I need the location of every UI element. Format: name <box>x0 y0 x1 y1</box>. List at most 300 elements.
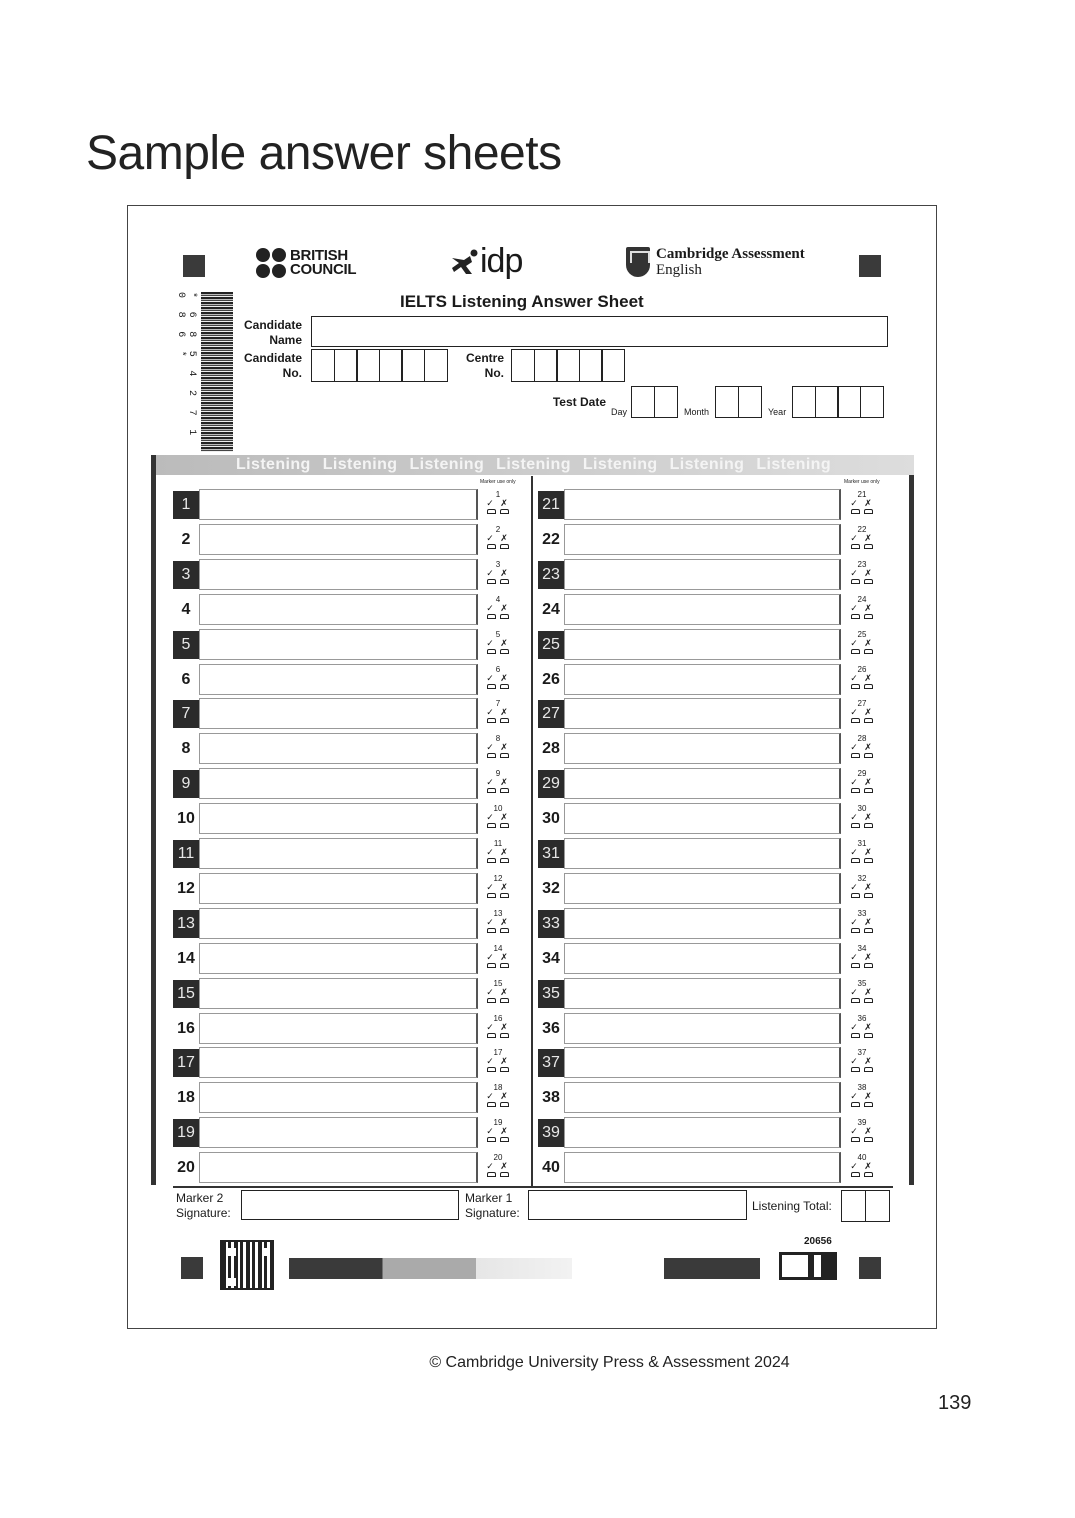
tick-cross-icon: ✓ ✗ <box>850 1161 874 1172</box>
marker-question-number: 38 <box>857 1083 867 1093</box>
candidate-name-label-line-2: Name <box>269 333 302 347</box>
marker-tick-cross[interactable] <box>483 630 513 660</box>
form-code: 20656 <box>804 1236 832 1247</box>
tick-cross-icon: ✓ ✗ <box>850 1091 874 1102</box>
banner-word: Listening <box>669 456 745 473</box>
answer-field[interactable] <box>564 1152 841 1183</box>
answer-field[interactable] <box>564 908 841 939</box>
question-number: 16 <box>177 1019 195 1037</box>
marker-tick-cross[interactable] <box>483 944 513 974</box>
marker-question-number: 32 <box>857 873 867 883</box>
marker-question-number: 26 <box>857 664 867 674</box>
question-number: 1 <box>173 491 199 519</box>
banner-word: Listening <box>322 456 398 473</box>
marker-tick-cross[interactable] <box>847 769 877 799</box>
question-number: 14 <box>177 949 195 967</box>
answer-field[interactable] <box>199 524 478 555</box>
question-number: 17 <box>173 1049 199 1077</box>
marker-tick-cross[interactable] <box>483 839 513 869</box>
question-number: 21 <box>538 491 564 519</box>
marker-question-number: 33 <box>857 908 867 918</box>
tick-cross-boxes <box>847 963 877 968</box>
tick-cross-icon: ✓ ✗ <box>850 986 874 997</box>
marker-1-label-line-1: Marker 1 <box>465 1191 513 1205</box>
answer-field[interactable] <box>564 733 841 764</box>
marker-tick-cross[interactable] <box>847 909 877 939</box>
tick-cross-icon: ✓ ✗ <box>486 672 510 683</box>
tick-cross-icon: ✓ ✗ <box>486 637 510 648</box>
marker-tick-cross[interactable] <box>847 1118 877 1148</box>
tick-cross-boxes <box>847 893 877 898</box>
tick-cross-icon: ✓ ✗ <box>486 986 510 997</box>
question-number: 5 <box>173 631 199 659</box>
banner-word: Listening <box>496 456 571 473</box>
marker-question-number: 34 <box>857 943 867 953</box>
tick-cross-boxes <box>847 1172 877 1177</box>
tick-cross-boxes <box>483 1033 513 1038</box>
registration-mark-top-left <box>183 255 205 277</box>
question-number: 11 <box>173 840 199 868</box>
tick-cross-boxes <box>847 684 877 689</box>
tick-cross-boxes <box>483 579 513 584</box>
answer-field[interactable] <box>199 489 478 520</box>
tick-cross-icon: ✓ ✗ <box>850 602 874 613</box>
british-council-logo <box>256 248 356 278</box>
marker-tick-cross[interactable] <box>483 525 513 555</box>
banner-word: Listening <box>756 456 832 473</box>
centre-no-label <box>458 351 504 381</box>
idp-wordmark: idp <box>480 242 523 280</box>
tick-cross-boxes <box>483 893 513 898</box>
marker-question-number: 10 <box>493 804 503 814</box>
marker-question-number: 18 <box>493 1083 503 1093</box>
question-number: 31 <box>538 840 564 868</box>
marker-tick-cross[interactable] <box>483 560 513 590</box>
marker-tick-cross[interactable] <box>847 734 877 764</box>
question-number: 38 <box>542 1089 560 1107</box>
listening-total-cells[interactable] <box>841 1190 888 1222</box>
marker-question-number: 27 <box>857 699 867 709</box>
answer-field[interactable] <box>199 873 478 904</box>
tick-cross-icon: ✓ ✗ <box>850 1056 874 1067</box>
tick-cross-icon: ✓ ✗ <box>850 498 874 508</box>
marker-tick-cross[interactable] <box>847 1014 877 1044</box>
answer-field[interactable] <box>564 1082 841 1113</box>
tick-cross-boxes <box>847 1033 877 1038</box>
year-label: Year <box>768 407 787 417</box>
marker-tick-cross[interactable] <box>847 525 877 555</box>
answer-field[interactable] <box>199 629 478 660</box>
marker-question-number: 3 <box>495 559 501 569</box>
tick-cross-boxes <box>847 1102 877 1107</box>
marker-tick-cross[interactable] <box>483 1118 513 1148</box>
question-number: 33 <box>538 910 564 938</box>
sheet-title: IELTS Listening Answer Sheet <box>400 292 644 311</box>
cambridge-line-1: Cambridge Assessment <box>656 246 805 262</box>
tick-cross-boxes <box>847 649 877 654</box>
tick-cross-boxes <box>483 509 513 514</box>
tick-cross-icon: ✓ ✗ <box>850 812 874 823</box>
marker-1-label-line-2: Signature: <box>465 1206 520 1220</box>
marker-tick-cross[interactable] <box>483 769 513 799</box>
candidate-no-label-line-1: Candidate <box>243 351 302 365</box>
question-number: 26 <box>542 670 560 688</box>
tick-cross-icon: ✓ ✗ <box>850 1021 874 1032</box>
tick-cross-icon: ✓ ✗ <box>486 1021 510 1032</box>
marker-tick-cross[interactable] <box>847 490 877 520</box>
banner-word: Listening <box>582 456 658 473</box>
question-number: 23 <box>538 561 564 589</box>
right-rail <box>909 475 914 1185</box>
marker-question-number: 36 <box>857 1013 867 1023</box>
candidate-barcode <box>175 292 233 452</box>
answer-field[interactable] <box>199 943 478 974</box>
tick-cross-boxes <box>483 858 513 863</box>
question-number: 24 <box>542 600 560 618</box>
candidate-no-label <box>236 351 302 381</box>
british-council-dots-icon <box>256 248 286 278</box>
tick-cross-icon: ✓ ✗ <box>850 916 874 927</box>
tick-cross-icon: ✓ ✗ <box>850 742 874 753</box>
tick-cross-boxes <box>483 544 513 549</box>
page-heading: Sample answer sheets <box>86 127 562 180</box>
answer-field[interactable] <box>199 1117 478 1148</box>
answer-field[interactable] <box>564 559 841 590</box>
question-number: 8 <box>181 740 191 758</box>
answer-field[interactable] <box>564 943 841 974</box>
tick-cross-boxes <box>483 753 513 758</box>
tick-cross-boxes <box>847 928 877 933</box>
tick-cross-icon: ✓ ✗ <box>486 742 510 753</box>
qr-code <box>220 1240 274 1290</box>
tick-cross-icon: ✓ ✗ <box>850 707 874 718</box>
grayscale-calibration-bar <box>289 1258 572 1279</box>
british-council-line-2: COUNCIL <box>290 261 357 278</box>
answer-field[interactable] <box>564 1013 841 1044</box>
marker-question-number: 22 <box>857 524 867 534</box>
marker-2-label-line-2: Signature: <box>176 1206 231 1220</box>
marker-question-number: 28 <box>857 734 867 744</box>
marker-question-number: 14 <box>493 943 503 953</box>
question-number: 36 <box>542 1019 560 1037</box>
marker-question-number: 11 <box>493 839 503 848</box>
question-number: 28 <box>542 740 560 758</box>
tick-cross-boxes <box>847 579 877 584</box>
marker-tick-cross[interactable] <box>847 560 877 590</box>
candidate-no-label-line-2: No. <box>282 366 302 380</box>
marker-tick-cross[interactable] <box>483 1083 513 1113</box>
question-number: 39 <box>538 1119 564 1147</box>
registration-mark-bottom-left <box>181 1257 203 1279</box>
marker-question-number: 16 <box>493 1013 503 1023</box>
marker-question-number: 6 <box>495 664 501 674</box>
marker-tick-cross[interactable] <box>847 839 877 869</box>
question-number: 2 <box>181 530 191 548</box>
marker-question-number: 20 <box>493 1153 503 1163</box>
candidate-number-cells[interactable] <box>311 349 446 382</box>
marker-question-number: 13 <box>493 908 503 918</box>
tick-cross-boxes <box>483 788 513 793</box>
answer-field[interactable] <box>199 559 478 590</box>
answer-field[interactable] <box>199 698 478 729</box>
tick-cross-icon: ✓ ✗ <box>850 881 874 892</box>
marker-tick-cross[interactable] <box>483 979 513 1009</box>
marker-question-number: 8 <box>495 734 501 744</box>
answer-field[interactable] <box>564 594 841 625</box>
copyright: © Cambridge University Press & Assessment 2024 <box>429 1354 790 1371</box>
marker-tick-cross[interactable] <box>847 630 877 660</box>
marker-tick-cross[interactable] <box>483 734 513 764</box>
marker-question-number: 39 <box>857 1118 867 1128</box>
marker-question-number: 9 <box>495 769 501 779</box>
tick-cross-boxes <box>847 753 877 758</box>
marker-tick-cross[interactable] <box>483 490 513 520</box>
marker-question-number: 40 <box>857 1153 867 1163</box>
question-number: 34 <box>542 949 560 967</box>
listening-banner <box>151 455 914 475</box>
tick-cross-boxes <box>483 614 513 619</box>
marker-tick-cross[interactable] <box>847 665 877 695</box>
question-number: 7 <box>173 700 199 728</box>
marker-question-number: 31 <box>857 839 867 848</box>
idp-logo <box>450 242 522 281</box>
tick-cross-icon: ✓ ✗ <box>850 951 874 962</box>
tick-cross-icon: ✓ ✗ <box>850 777 874 788</box>
answer-field[interactable] <box>199 978 478 1009</box>
marker-tick-cross[interactable] <box>483 1153 513 1183</box>
question-number: 12 <box>177 879 195 897</box>
tick-cross-icon: ✓ ✗ <box>486 532 510 543</box>
marker-question-number: 37 <box>857 1048 867 1058</box>
test-date-month-cells[interactable] <box>715 386 760 418</box>
marker-tick-cross[interactable] <box>483 665 513 695</box>
marker-tick-cross[interactable] <box>483 595 513 625</box>
registration-mark-top-right <box>859 255 881 277</box>
answer-field[interactable] <box>199 1013 478 1044</box>
marker-question-number: 29 <box>857 769 867 779</box>
test-date-label: Test Date <box>552 395 606 409</box>
marker-2-signature-field[interactable] <box>241 1190 459 1220</box>
british-council-line-1: BRITISH <box>290 247 348 264</box>
answer-field[interactable] <box>564 698 841 729</box>
question-number: 10 <box>177 810 195 828</box>
tick-cross-icon: ✓ ✗ <box>486 1161 510 1172</box>
form-code-mark <box>779 1252 837 1280</box>
answer-sheet <box>127 205 937 1329</box>
tick-cross-boxes <box>483 1067 513 1072</box>
answer-field[interactable] <box>199 908 478 939</box>
answer-field[interactable] <box>564 524 841 555</box>
marker-2-label-line-1: Marker 2 <box>176 1191 224 1205</box>
tick-cross-boxes <box>483 998 513 1003</box>
question-number: 9 <box>173 770 199 798</box>
centre-no-label-line-1: Centre <box>465 351 504 365</box>
footer-divider <box>173 1186 893 1188</box>
question-number: 22 <box>542 530 560 548</box>
tick-cross-boxes <box>847 858 877 863</box>
marker-2-signature-label <box>176 1191 231 1221</box>
marker-tick-cross[interactable] <box>847 1048 877 1078</box>
answer-field[interactable] <box>564 873 841 904</box>
tick-cross-icon: ✓ ✗ <box>850 847 874 857</box>
tick-cross-boxes <box>483 963 513 968</box>
marker-question-number: 19 <box>493 1118 503 1128</box>
answer-field[interactable] <box>199 1082 478 1113</box>
marker-question-number: 2 <box>495 524 501 534</box>
marker-tick-cross[interactable] <box>483 874 513 904</box>
question-number: 35 <box>538 980 564 1008</box>
marker-tick-cross[interactable] <box>483 1014 513 1044</box>
marker-1-signature-field[interactable] <box>528 1190 747 1220</box>
marker-tick-cross[interactable] <box>483 699 513 729</box>
answer-field[interactable] <box>199 1047 478 1078</box>
tick-cross-icon: ✓ ✗ <box>486 1056 510 1067</box>
marker-tick-cross[interactable] <box>847 699 877 729</box>
question-number: 40 <box>542 1159 560 1177</box>
idp-figure-icon <box>450 248 480 276</box>
question-number: 6 <box>181 670 191 688</box>
tick-cross-icon: ✓ ✗ <box>486 602 510 613</box>
question-number: 3 <box>173 561 199 589</box>
marker-tick-cross[interactable] <box>847 804 877 834</box>
centre-number-cells[interactable] <box>511 349 624 382</box>
tick-cross-icon: ✓ ✗ <box>850 1126 874 1137</box>
marker-tick-cross[interactable] <box>847 874 877 904</box>
tick-cross-boxes <box>847 544 877 549</box>
tick-cross-icon: ✓ ✗ <box>486 847 510 857</box>
tick-cross-boxes <box>483 718 513 723</box>
question-number: 19 <box>173 1119 199 1147</box>
test-date-day-cells[interactable] <box>631 386 676 418</box>
banner-word: Listening <box>409 456 485 473</box>
answer-field[interactable] <box>564 1117 841 1148</box>
tick-cross-icon: ✓ ✗ <box>486 812 510 823</box>
marker-question-number: 25 <box>857 629 867 639</box>
marker-question-number: 17 <box>493 1048 503 1058</box>
candidate-name-field[interactable] <box>311 316 888 347</box>
candidate-name-label-line-1: Candidate <box>243 318 302 332</box>
tick-cross-boxes <box>483 1102 513 1107</box>
tick-cross-icon: ✓ ✗ <box>486 707 510 718</box>
left-rail <box>151 475 156 1185</box>
answer-field[interactable] <box>199 803 478 834</box>
answer-field[interactable] <box>564 838 841 869</box>
barcode-digits: * 6 8 5 4 2 7 1 0 8 6 * <box>175 292 197 440</box>
answer-field[interactable] <box>564 1047 841 1078</box>
answer-field[interactable] <box>199 768 478 799</box>
question-number: 15 <box>173 980 199 1008</box>
marker-tick-cross[interactable] <box>483 1048 513 1078</box>
marker-question-number: 30 <box>857 804 867 814</box>
marker-1-signature-label <box>465 1191 520 1221</box>
tick-cross-boxes <box>483 649 513 654</box>
question-number: 29 <box>538 770 564 798</box>
tick-cross-boxes <box>847 509 877 514</box>
tick-cross-boxes <box>847 718 877 723</box>
answer-field[interactable] <box>199 733 478 764</box>
answer-field[interactable] <box>199 1152 478 1183</box>
tick-cross-icon: ✓ ✗ <box>486 881 510 892</box>
answer-field[interactable] <box>199 664 478 695</box>
question-number: 27 <box>538 700 564 728</box>
tick-cross-icon: ✓ ✗ <box>850 567 874 578</box>
tick-cross-icon: ✓ ✗ <box>486 498 510 508</box>
cambridge-logo <box>626 246 805 278</box>
cambridge-shield-icon <box>626 247 650 277</box>
answer-field[interactable] <box>199 594 478 625</box>
tick-cross-icon: ✓ ✗ <box>850 532 874 543</box>
tick-cross-icon: ✓ ✗ <box>486 1091 510 1102</box>
marker-tick-cross[interactable] <box>483 909 513 939</box>
marker-question-number: 12 <box>493 873 503 883</box>
answer-field[interactable] <box>564 489 841 520</box>
tick-cross-boxes <box>483 928 513 933</box>
month-label: Month <box>684 407 710 417</box>
tick-cross-icon: ✓ ✗ <box>486 951 510 962</box>
tick-cross-boxes <box>847 1137 877 1142</box>
tick-cross-boxes <box>847 788 877 793</box>
test-date-year-cells[interactable] <box>792 386 882 418</box>
marker-tick-cross[interactable] <box>847 979 877 1009</box>
question-number: 25 <box>538 631 564 659</box>
answer-field[interactable] <box>564 629 841 660</box>
tick-cross-boxes <box>847 823 877 828</box>
banner-word: Listening <box>236 456 311 473</box>
question-number: 20 <box>177 1159 195 1177</box>
marker-question-number: 1 <box>495 490 501 499</box>
tick-cross-boxes <box>483 684 513 689</box>
tick-cross-boxes <box>847 998 877 1003</box>
marker-question-number: 5 <box>495 629 501 639</box>
answer-field[interactable] <box>564 768 841 799</box>
question-number: 32 <box>542 879 560 897</box>
tick-cross-boxes <box>847 1067 877 1072</box>
tick-cross-icon: ✓ ✗ <box>850 672 874 683</box>
candidate-name-label <box>236 318 302 348</box>
marker-tick-cross[interactable] <box>847 1153 877 1183</box>
barcode-bars <box>201 292 233 452</box>
solid-calibration-bar <box>664 1258 760 1279</box>
marker-use-only-right: Marker use only <box>844 479 880 485</box>
question-number: 37 <box>538 1049 564 1077</box>
tick-cross-boxes <box>847 614 877 619</box>
marker-use-only-left: Marker use only <box>480 479 516 485</box>
cambridge-line-2: English <box>656 262 702 278</box>
marker-tick-cross[interactable] <box>483 804 513 834</box>
marker-question-number: 35 <box>857 978 867 988</box>
answer-field[interactable] <box>564 978 841 1009</box>
marker-question-number: 7 <box>495 699 501 709</box>
tick-cross-boxes <box>483 823 513 828</box>
registration-mark-bottom-right <box>859 1257 881 1279</box>
tick-cross-icon: ✓ ✗ <box>850 637 874 648</box>
marker-tick-cross[interactable] <box>847 944 877 974</box>
marker-tick-cross[interactable] <box>847 595 877 625</box>
day-label: Day <box>611 407 628 417</box>
answer-field[interactable] <box>564 803 841 834</box>
marker-tick-cross[interactable] <box>847 1083 877 1113</box>
centre-no-label-line-2: No. <box>484 366 504 380</box>
answer-field[interactable] <box>564 664 841 695</box>
question-number: 13 <box>173 910 199 938</box>
tick-cross-icon: ✓ ✗ <box>486 567 510 578</box>
tick-cross-icon: ✓ ✗ <box>486 916 510 927</box>
marker-question-number: 4 <box>495 594 501 604</box>
question-number: 18 <box>177 1089 195 1107</box>
answer-field[interactable] <box>199 838 478 869</box>
marker-question-number: 21 <box>857 490 867 499</box>
question-number: 30 <box>542 810 560 828</box>
